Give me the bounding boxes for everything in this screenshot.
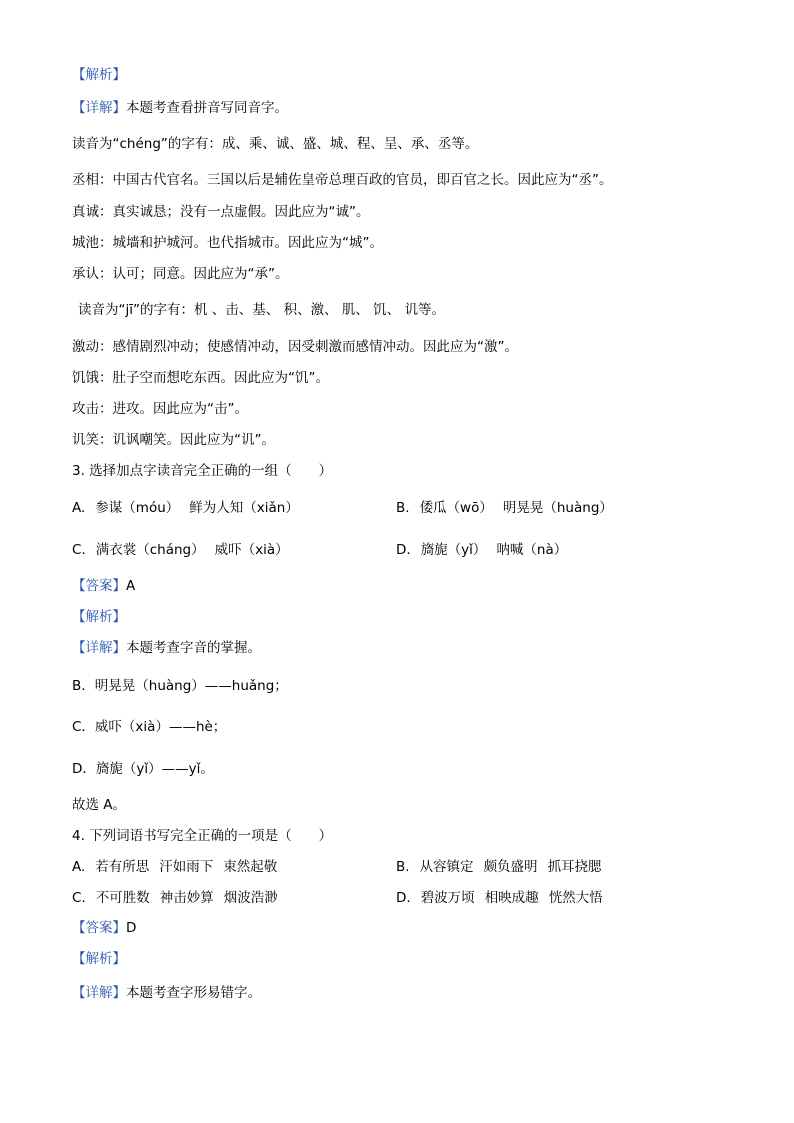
ji-reading-line: 读音为“jī”的字有：机 、击、基、 积、激、 肌、 饥、 讥等。 [78, 302, 445, 318]
entry-jidong: 激动：感情剧烈冲动；使感情冲动，因受刺激而感情冲动。因此应为“激”。 [72, 339, 518, 355]
q3-answer-line [72, 576, 135, 596]
option-item: 倭瓜（wō） [419, 500, 493, 516]
q3-analysis-label: 【解析】 [72, 609, 126, 625]
q4-detail-line [72, 983, 261, 1003]
option-item: 明晃晃（huàng） [502, 500, 613, 516]
option-letter: A. [72, 859, 86, 875]
analysis-label: 【解析】 [72, 67, 126, 83]
answer-label: 【答案】 [72, 920, 126, 936]
option-item: 参谋（móu） [95, 500, 180, 516]
q3-detail-line [72, 638, 261, 658]
detail-label: 【详解】 [72, 100, 126, 116]
answer-value: D [126, 920, 137, 936]
option-letter: C. [72, 890, 86, 906]
q4-option-d [396, 888, 603, 908]
option-letter: C. [72, 542, 86, 558]
option-item: 相映成趣 [484, 890, 539, 906]
detail-text: 本题考查看拼音写同音字。 [126, 100, 288, 116]
option-item: 从容镇定 [419, 859, 474, 875]
detail-label: 【详解】 [72, 640, 126, 656]
option-letter: B. [396, 859, 410, 875]
entry-chengxiang: 丞相：中国古代官名。三国以后是辅佐皇帝总理百政的官员，即百官之长。因此应为“丞”。 [72, 172, 613, 188]
entry-jixiao: 讥笑：讥讽嘲笑。因此应为“讥”。 [72, 432, 275, 448]
option-item: 若有所思 [95, 859, 150, 875]
cheng-reading-line: 读音为“chéng”的字有：成、乘、诚、盛、城、程、呈、承、丞等。 [72, 136, 479, 152]
q4-option-b [396, 857, 602, 877]
option-item: 旖旎（yǐ） [420, 542, 487, 558]
option-item: 神击妙算 [159, 890, 214, 906]
q4-option-a [72, 857, 277, 877]
question-4-stem: 4. 下列词语书写完全正确的一项是（ ） [72, 828, 333, 844]
option-item: 鲜为人知（xiǎn） [189, 500, 299, 516]
q3-option-d [396, 540, 567, 560]
option-letter: B. [396, 500, 410, 516]
entry-zhencheng: 真诚：真实诚恳；没有一点虚假。因此应为“诚”。 [72, 204, 370, 220]
option-letter: D. [396, 890, 411, 906]
q3-conclusion: 故选 A。 [72, 797, 127, 813]
detail-text: 本题考查字形易错字。 [126, 985, 261, 1001]
question-3-stem: 3. 选择加点字读音完全正确的一组（ ） [72, 463, 333, 479]
option-letter: D. [396, 542, 411, 558]
option-letter: A. [72, 500, 86, 516]
entry-ji-e: 饥饿：肚子空而想吃东西。因此应为“饥”。 [72, 370, 329, 386]
q3-option-c [72, 540, 289, 560]
detail-text: 本题考查字音的掌握。 [126, 640, 261, 656]
option-item: 恍然大悟 [548, 890, 603, 906]
detail-line [72, 98, 288, 118]
option-item: 威吓（xià） [214, 542, 289, 558]
answer-label: 【答案】 [72, 578, 126, 594]
q3-option-b [396, 498, 613, 518]
option-item: 碧波万顷 [420, 890, 475, 906]
q3-correction-c: C．威吓（xià）——hè； [72, 719, 227, 735]
option-item: 不可胜数 [95, 890, 150, 906]
entry-chengren: 承认：认可；同意。因此应为“承”。 [72, 266, 289, 282]
q3-option-a [72, 498, 299, 518]
q3-correction-b: B．明晃晃（huàng）——huǎng； [72, 678, 288, 694]
option-item: 颇负盛明 [483, 859, 538, 875]
q4-answer-line [72, 918, 136, 938]
option-item: 满衣裳（cháng） [95, 542, 205, 558]
entry-chengchi: 城池：城墙和护城河。也代指城市。因此应为“城”。 [72, 235, 383, 251]
option-item: 汗如雨下 [159, 859, 214, 875]
option-item: 烟波浩渺 [223, 890, 278, 906]
q3-correction-d: D．旖旎（yǐ）——yǐ。 [72, 761, 214, 777]
entry-gongji: 攻击：进攻。因此应为“击”。 [72, 401, 248, 417]
answer-value: A [126, 578, 136, 594]
option-item: 呐喊（nà） [496, 542, 568, 558]
option-item: 抓耳挠腮 [547, 859, 602, 875]
q4-analysis-label: 【解析】 [72, 951, 126, 967]
option-item: 束然起敬 [223, 859, 278, 875]
q4-option-c [72, 888, 278, 908]
detail-label: 【详解】 [72, 985, 126, 1001]
